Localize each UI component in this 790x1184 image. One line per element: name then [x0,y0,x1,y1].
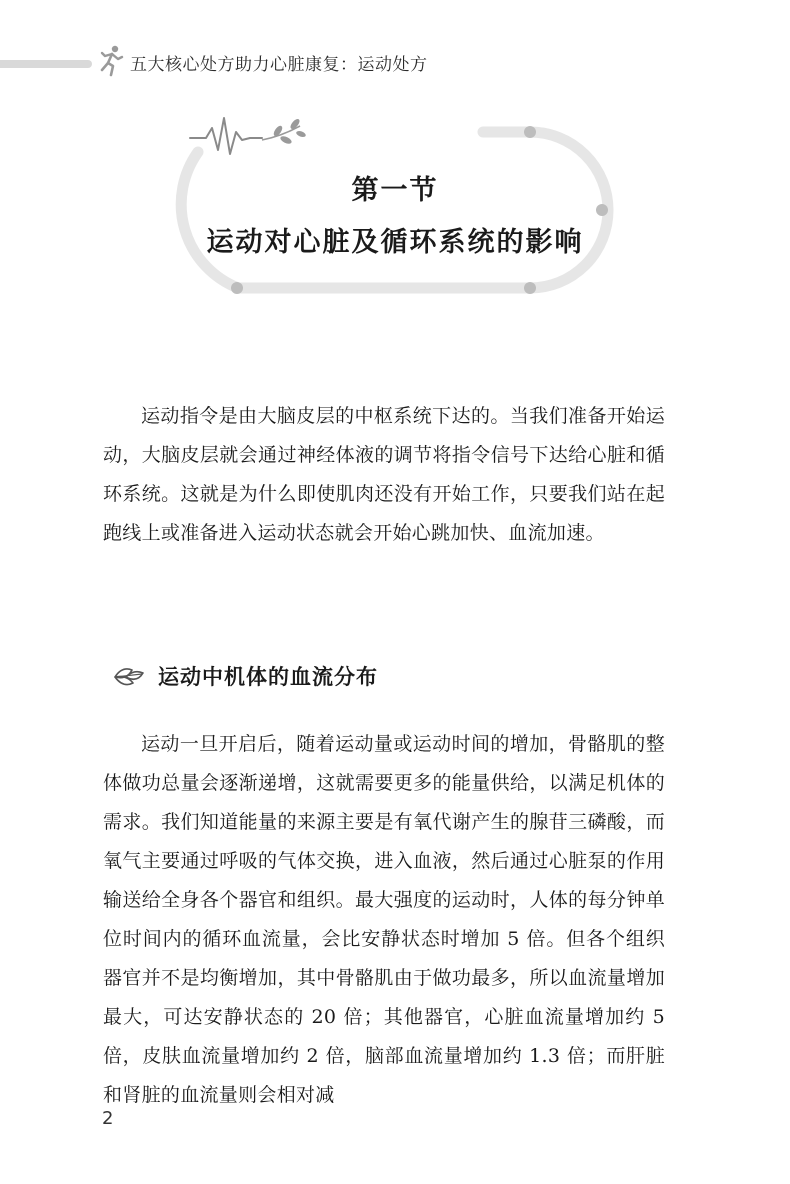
track-dot [231,282,243,294]
section-number: 第一节 [351,175,439,206]
section-title-decoration [150,110,630,310]
body-paragraph: 运动一旦开启后，随着运动量或运动时间的增加，骨骼肌的整体做功总量会逐渐递增，这就需要更多的能量供给，以满足机体的需求。我们知道能量的来源主要是有氧代谢产生的腺苷三磷酸，而氧气主要通过呼吸的气体交换，进入血液，然后通过心脏泵的作用输送给全身各个器官和组织。最大强度的运动时，人体的每分钟单位时间内的循环血流量，会比安静状态时增加 5 倍。但各个组织器官并不是均衡增加，其中骨骼肌由于做功最多，所以血流量增加最大，可达安静状态的 20 倍；其他器官，心脏血流量增加约 5 倍，皮肤血流量增加约 2 倍，脑部血流量增加约 1.3 倍；而肝脏和肾脏的血流量则会相对减 [103,733,665,1106]
page-number: 2 [102,1108,114,1129]
runner-icon [98,44,124,78]
header-bar [0,60,92,68]
body-paragraph: 运动指令是由大脑皮层的中枢系统下达的。当我们准备开始运动，大脑皮层就会通过神经体液的调节将指令信号下达给心脏和循环系统。这就是为什么即使肌肉还没有开始工作，只要我们站在起跑线上或准备进入运动状态就会开始心跳加快、血流加速。 [103,405,665,544]
title-track-right [483,132,608,288]
leaf-icon [112,664,146,690]
section-title: 运动对心脏及循环系统的影响 [206,227,584,258]
track-dot [524,282,536,294]
subheading: 运动中机体的血流分布 [158,665,378,689]
track-dot [524,126,536,138]
running-head: 五大核心处方助力心脏康复：运动处方 [130,55,428,75]
sprig-icon [262,117,307,145]
